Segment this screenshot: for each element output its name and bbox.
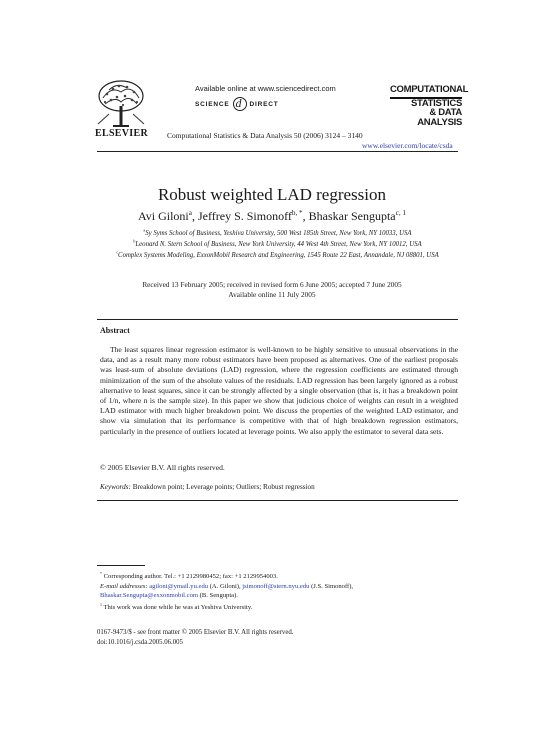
- author-list: Avi Giloni$^a$, Jeffrey S. Simonoff$^{b, *}$, Bhaskar Sengupta$^{c, 1}$: [137, 209, 407, 223]
- author-sup: a: [188, 209, 192, 217]
- article-dates: [0, 280, 544, 299]
- email-link[interactable]: jsimonoff@stern.nyu.edu: [242, 583, 310, 590]
- doi-line: doi:10.1016/j.csda.2005.06.005: [97, 638, 183, 646]
- journal-logo-line-2: STATISTICS: [410, 97, 462, 109]
- journal-logo-line-3: & DATA ANALYSIS: [417, 107, 462, 128]
- sciencedirect-logo: [195, 97, 279, 111]
- journal-reference: Computational Statistics & Data Analysis 50 (2006) 3124 – 3140: [167, 131, 363, 140]
- author-name: Bhaskar Sengupta: [308, 209, 396, 223]
- author-name: Jeffrey S. Simonoff: [197, 209, 292, 223]
- email-label: E-mail addresses:: [100, 583, 148, 590]
- affiliation: $^a$Sy Syms School of Business, Yeshiva University, 500 West 185th Street, New York, NY 10033, USA: [143, 227, 412, 237]
- abstract-body: The least squares linear regression estimator is well-known to be highly sensitive to unusual observations in the data, and as a result many more robust estimators have been proposed as alternatives. One of the earliest proposals was least-sum of absolute deviations (LAD) regression, where the regression coefficients are estimated through minimization of the sum of the absolute values of the residuals. LAD regression has been largely ignored as a robust alternative to least squares, since it can be strongly affected by a single observation (that is, it has a breakdown point of 1/n, where n is the sample size). In this paper we show that judicious choice of weights can result in a weighted LAD estimator with much higher breakdown point. We discuss the properties of the weighted LAD estimator, and show via simulation that its performance is competitive with that of high breakdown regression estimators, particularly in the presence of outliers located at leverage points. We also apply the estimator to several data sets.: [100, 345, 458, 436]
- email-link[interactable]: agiloni@ymail.yu.edu: [149, 583, 209, 590]
- affiliation: $^c$Complex Systems Modeling, ExxonMobil Research and Engineering, 1545 Route 22 East, Annandale, NJ 08801, USA: [116, 249, 439, 259]
- keywords-label: Keywords:: [100, 483, 131, 491]
- issn-line: 0167-9473/$ - see front matter © 2005 Elsevier B.V. All rights reserved.: [97, 629, 294, 636]
- sciencedirect-d-icon: [233, 97, 247, 111]
- received-dates: Received 13 February 2005; received in revised form 6 June 2005; accepted 7 June 2005: [142, 280, 402, 289]
- journal-logo: [390, 84, 469, 128]
- publisher-name: ELSEVIER: [95, 128, 148, 139]
- abstract-copyright: © 2005 Elsevier B.V. All rights reserved.: [100, 463, 225, 472]
- abstract-top-rule: [97, 319, 458, 320]
- author-sup: c, 1: [395, 209, 407, 217]
- sciencedirect-left: SCIENCE: [195, 100, 230, 108]
- elsevier-tree-logo: [93, 78, 149, 128]
- abstract-heading: Abstract: [100, 326, 130, 335]
- keywords: [100, 483, 315, 491]
- email-link[interactable]: Bhaskar.Sengupta@exxonmobil.com: [100, 592, 199, 600]
- journal-logo-line-1: COMPUTATIONAL: [390, 84, 469, 95]
- article-title: Robust weighted LAD regression: [157, 185, 387, 204]
- abstract-bottom-rule: [97, 500, 458, 501]
- footnote-corresponding: * Corresponding author. Tel.: +1 2129980452; fax: +1 2129954003.: [100, 570, 278, 580]
- affiliation: $^b$Leonard N. Stern School of Business, New York University, 44 West 4th Street, New York, NY 10012, USA: [133, 238, 422, 248]
- journal-url-link[interactable]: www.elsevier.com/locate/csda: [362, 141, 453, 150]
- footnote-rule: [97, 565, 145, 566]
- author-sup: b, *: [291, 209, 303, 217]
- author-name: Avi Giloni: [137, 209, 189, 223]
- footnote-note: $^1$ This work was done while he was at Yeshiva University.: [100, 601, 253, 611]
- available-online-date: Available online 11 July 2005: [228, 289, 316, 299]
- sciencedirect-right: DIRECT: [249, 100, 279, 108]
- keywords-list: Breakdown point; Leverage points; Outliers; Robust regression: [132, 483, 315, 491]
- footnote-emails: E-mail addresses: agiloni@ymail.yu.edu (A. Giloni), jsimonoff@stern.nyu.edu (J.S. Simonoff), Bhaskar.Sengupta@exxonmobil.com (B. Sengupta).: [100, 583, 354, 600]
- available-online-text: Available online at www.sciencedirect.com: [195, 84, 336, 93]
- front-matter: [97, 628, 293, 647]
- header-rule: [97, 151, 458, 152]
